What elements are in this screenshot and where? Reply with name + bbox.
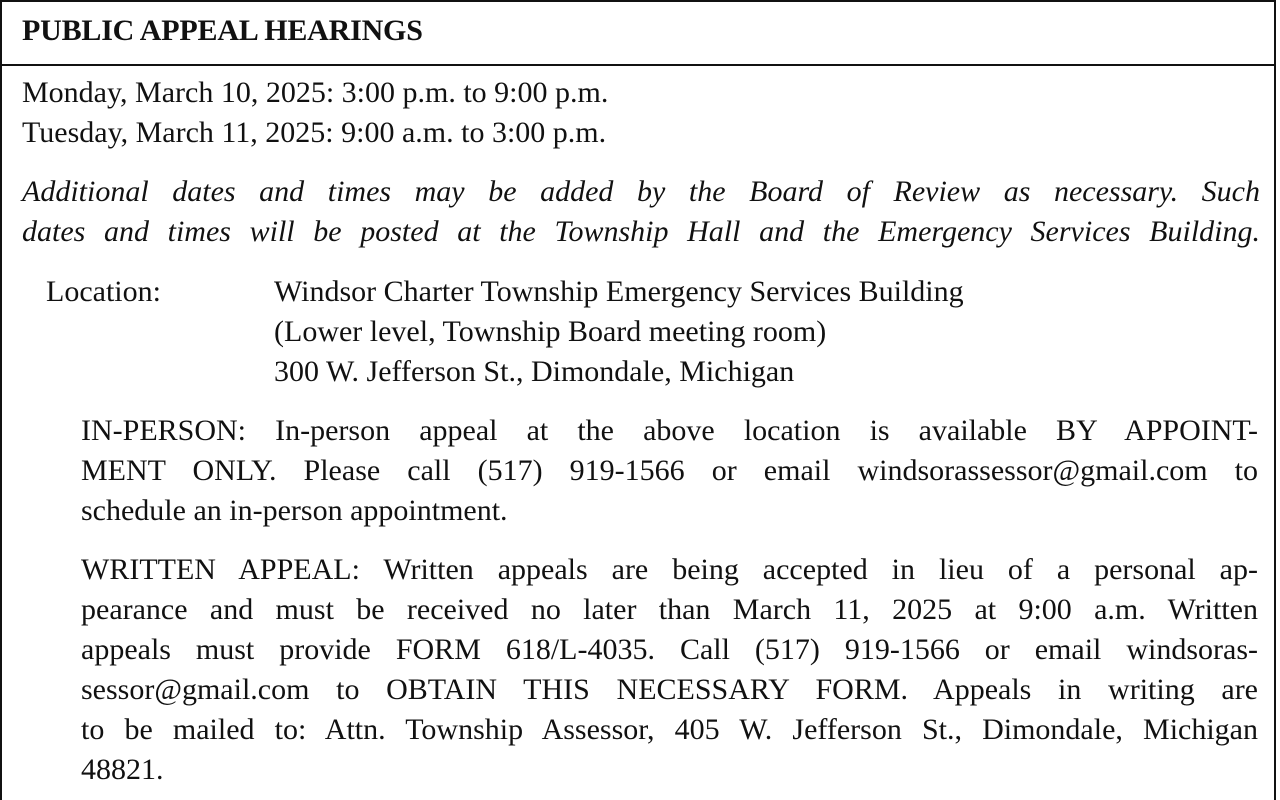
in-person-paragraph-line: IN-PERSON: In-person appeal at the above location is available BY APPOINT- [81,414,1258,447]
location-building: Windsor Charter Township Emergency Services Building [274,275,964,308]
written-appeal-paragraph-line: pearance and must be received no later than March 11, 2025 at 9:00 a.m. Written [81,593,1258,626]
location-room: (Lower level, Township Board meeting room) [274,315,827,348]
written-appeal-paragraph-line: 48821. [81,753,164,786]
additional-dates-note-line: dates and times will be posted at the Township Hall and the Emergency Services Building. [22,215,1260,248]
additional-dates-note-line: Additional dates and times may be added by the Board of Review as necessary. Such [22,175,1260,208]
hearing-date-monday: Monday, March 10, 2025: 3:00 p.m. to 9:00 p.m. [22,76,609,109]
heading-divider [0,64,1276,66]
written-appeal-paragraph-line: appeals must provide FORM 618/L-4035. Call (517) 919-1566 or email windsoras- [81,633,1258,666]
location-label: Location: [46,275,161,308]
notice-heading: PUBLIC APPEAL HEARINGS [22,14,423,47]
written-appeal-paragraph-line: WRITTEN APPEAL: Written appeals are being accepted in lieu of a personal ap- [81,553,1258,586]
written-appeal-paragraph-line: sessor@gmail.com to OBTAIN THIS NECESSARY FORM. Appeals in writing are [81,673,1258,706]
location-address: 300 W. Jefferson St., Dimondale, Michigan [274,355,795,388]
in-person-paragraph-line: MENT ONLY. Please call (517) 919-1566 or email windsorassessor@gmail.com to [81,454,1258,487]
hearing-date-tuesday: Tuesday, March 11, 2025: 9:00 a.m. to 3:00 p.m. [22,116,607,149]
in-person-paragraph-line: schedule an in-person appointment. [81,494,508,527]
written-appeal-paragraph-line: to be mailed to: Attn. Township Assessor, 405 W. Jefferson St., Dimondale, Michigan [81,713,1258,746]
